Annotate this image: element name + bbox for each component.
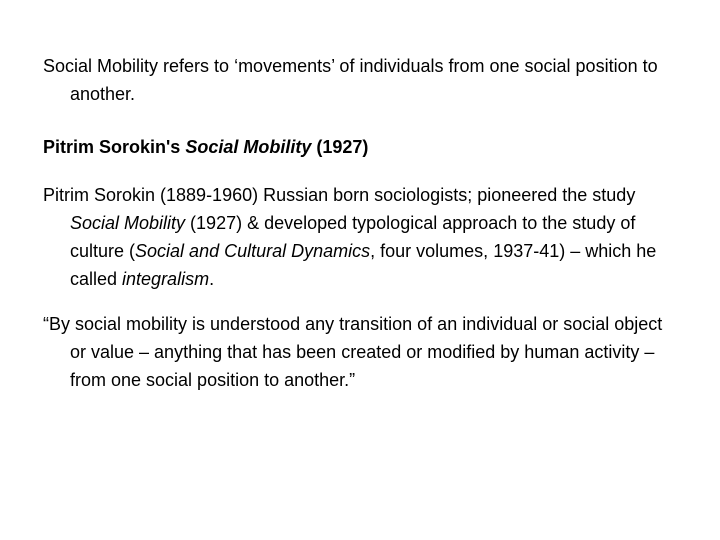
bio-dynamics-title: Social and Cultural Dynamics: [135, 241, 371, 261]
bio-book-title: Social Mobility: [70, 213, 186, 233]
definition-paragraph: Social Mobility refers to ‘movements’ of individuals from one social position to another.: [43, 56, 658, 104]
bio-integralism: integralism: [122, 269, 210, 289]
bio-text-4: .: [209, 269, 215, 289]
bio-text-3: , four volumes, 1937-41) – which he called: [70, 241, 657, 289]
section-heading: [43, 133, 683, 161]
quote-paragraph: “By social mobility is understood any transition of an individual or social object or value – anything that has been created or modified by human activity – from one social position to another.”: [43, 314, 663, 390]
slide-content: [43, 52, 683, 394]
heading-suffix: (1927): [311, 137, 369, 157]
heading-prefix: Pitrim Sorokin's: [43, 137, 186, 157]
bio-text-1: Pitrim Sorokin (1889-1960) Russian born sociologists; pioneered the study: [43, 185, 636, 205]
heading-book-title: Social Mobility: [185, 137, 312, 157]
bio-text-2: (1927) & developed typological approach to the study of culture (: [70, 213, 636, 261]
bio-paragraph: [43, 181, 683, 293]
